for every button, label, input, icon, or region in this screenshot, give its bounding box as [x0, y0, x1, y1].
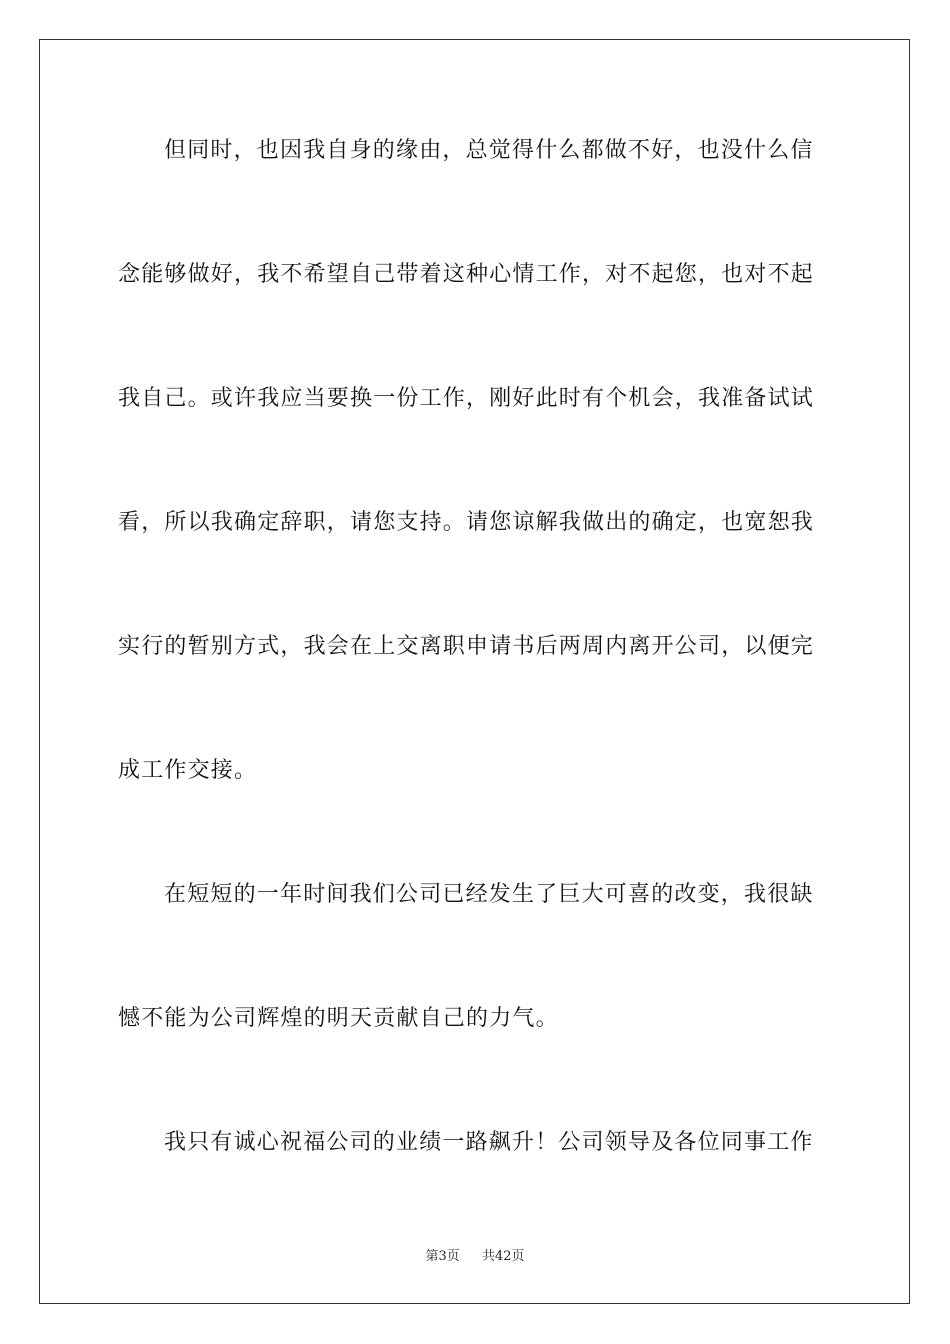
page-footer [0, 1248, 950, 1266]
body-text-line: 但同时，也因我自身的缘由，总觉得什么都做不好，也没什么信 [164, 138, 814, 163]
body-text-line: 成工作交接。 [118, 758, 258, 783]
body-text-line: 看，所以我确定辞职，请您支持。请您谅解我做出的确定，也宽恕我 [118, 510, 815, 535]
body-text-line: 我只有诚心祝福公司的业绩一路飙升！公司领导及各位同事工作 [164, 1130, 814, 1155]
body-text-line: 念能够做好，我不希望自己带着这种心情工作，对不起您，也对不起 [118, 262, 815, 287]
body-text-line: 憾不能为公司辉煌的明天贡献自己的力气。 [118, 1006, 559, 1031]
body-text-line: 在短短的一年时间我们公司已经发生了巨大可喜的改变，我很缺 [164, 882, 814, 907]
page-border [39, 39, 910, 1304]
body-text-line: 我自己。或许我应当要换一份工作，刚好此时有个机会，我准备试试 [118, 386, 815, 411]
total-pages: 共42页 [482, 1249, 525, 1264]
page-number: 第3页 [425, 1249, 460, 1264]
body-text-line: 实行的暂别方式，我会在上交离职申请书后两周内离开公司，以便完 [118, 634, 815, 659]
